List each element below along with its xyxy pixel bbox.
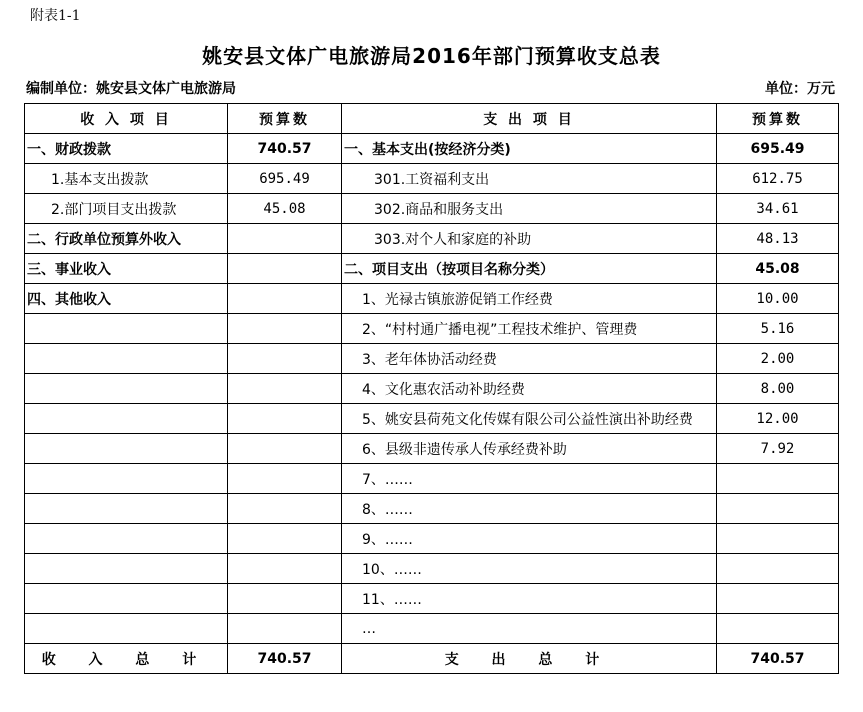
expense-item: 303.对个人和家庭的补助 <box>342 224 717 254</box>
expense-total-label: 支 出 总 计 <box>342 644 717 674</box>
income-value <box>228 224 342 254</box>
income-value <box>228 464 342 494</box>
expense-budget-header: 预算数 <box>717 104 839 134</box>
income-item-header: 收 入 项 目 <box>25 104 228 134</box>
income-value <box>228 614 342 644</box>
income-item <box>25 524 228 554</box>
table-row <box>25 554 839 584</box>
table-row <box>25 584 839 614</box>
expense-item: 2、“村村通广播电视”工程技术维护、管理费 <box>342 314 717 344</box>
expense-value: 45.08 <box>717 254 839 284</box>
income-value <box>228 554 342 584</box>
expense-value: 695.49 <box>717 134 839 164</box>
income-value <box>228 434 342 464</box>
income-item <box>25 434 228 464</box>
expense-value: 10.00 <box>717 284 839 314</box>
table-row <box>25 254 839 284</box>
table-row <box>25 164 839 194</box>
table-row <box>25 524 839 554</box>
income-item <box>25 404 228 434</box>
expense-item: 301.工资福利支出 <box>342 164 717 194</box>
income-item <box>25 374 228 404</box>
income-value <box>228 524 342 554</box>
income-item <box>25 314 228 344</box>
table-row <box>25 224 839 254</box>
income-value <box>228 374 342 404</box>
expense-item: 9、…… <box>342 524 717 554</box>
income-value <box>228 254 342 284</box>
expense-item: 8、…… <box>342 494 717 524</box>
income-value <box>228 284 342 314</box>
expense-item: 5、姚安县荷苑文化传媒有限公司公益性演出补助经费 <box>342 404 717 434</box>
expense-item: 302.商品和服务支出 <box>342 194 717 224</box>
table-title: 姚安县文体广电旅游局2016年部门预算收支总表 <box>202 44 661 68</box>
income-budget-header: 预算数 <box>228 104 342 134</box>
header-row <box>25 104 839 134</box>
income-item <box>25 614 228 644</box>
attachment-label: 附表1-1 <box>30 8 81 24</box>
totals-row <box>25 644 839 674</box>
table-row <box>25 344 839 374</box>
budget-table <box>24 103 839 674</box>
income-item: 二、行政单位预算外收入 <box>25 224 228 254</box>
expense-item: 一、基本支出(按经济分类) <box>342 134 717 164</box>
expense-value: 612.75 <box>717 164 839 194</box>
income-item <box>25 554 228 584</box>
expense-item: 4、文化惠农活动补助经费 <box>342 374 717 404</box>
income-item: 四、其他收入 <box>25 284 228 314</box>
expense-value: 48.13 <box>717 224 839 254</box>
income-value: 695.49 <box>228 164 342 194</box>
currency-unit: 单位：万元 <box>765 81 835 97</box>
table-row <box>25 614 839 644</box>
expense-value: 5.16 <box>717 314 839 344</box>
expense-item: 1、光禄古镇旅游促销工作经费 <box>342 284 717 314</box>
income-item <box>25 494 228 524</box>
table-row <box>25 284 839 314</box>
expense-value: 34.61 <box>717 194 839 224</box>
expense-item: 二、项目支出（按项目名称分类） <box>342 254 717 284</box>
table-row <box>25 194 839 224</box>
expense-item: … <box>342 614 717 644</box>
table-row <box>25 404 839 434</box>
expense-value: 8.00 <box>717 374 839 404</box>
expense-value <box>717 554 839 584</box>
expense-value <box>717 524 839 554</box>
income-value <box>228 344 342 374</box>
income-item <box>25 584 228 614</box>
income-value <box>228 314 342 344</box>
expense-item: 10、…… <box>342 554 717 584</box>
income-value: 45.08 <box>228 194 342 224</box>
income-item <box>25 344 228 374</box>
income-total-label: 收 入 总 计 <box>25 644 228 674</box>
income-item: 一、财政拨款 <box>25 134 228 164</box>
table-row <box>25 134 839 164</box>
table-row <box>25 464 839 494</box>
income-total-value: 740.57 <box>228 644 342 674</box>
expense-total-value: 740.57 <box>717 644 839 674</box>
table-row <box>25 434 839 464</box>
income-value: 740.57 <box>228 134 342 164</box>
income-item: 1.基本支出拨款 <box>25 164 228 194</box>
expense-item: 11、…… <box>342 584 717 614</box>
expense-value <box>717 464 839 494</box>
expense-item: 3、老年体协活动经费 <box>342 344 717 374</box>
expense-value <box>717 614 839 644</box>
expense-item-header: 支 出 项 目 <box>342 104 717 134</box>
expense-value: 7.92 <box>717 434 839 464</box>
expense-item: 7、…… <box>342 464 717 494</box>
table-row <box>25 494 839 524</box>
expense-value: 12.00 <box>717 404 839 434</box>
income-item: 三、事业收入 <box>25 254 228 284</box>
table-row <box>25 314 839 344</box>
income-value <box>228 494 342 524</box>
expense-value <box>717 584 839 614</box>
expense-value: 2.00 <box>717 344 839 374</box>
table-row <box>25 374 839 404</box>
expense-item: 6、县级非遗传承人传承经费补助 <box>342 434 717 464</box>
compiling-unit: 编制单位：姚安县文体广电旅游局 <box>26 81 236 97</box>
income-value <box>228 584 342 614</box>
expense-value <box>717 494 839 524</box>
income-item: 2.部门项目支出拨款 <box>25 194 228 224</box>
income-item <box>25 464 228 494</box>
income-value <box>228 404 342 434</box>
